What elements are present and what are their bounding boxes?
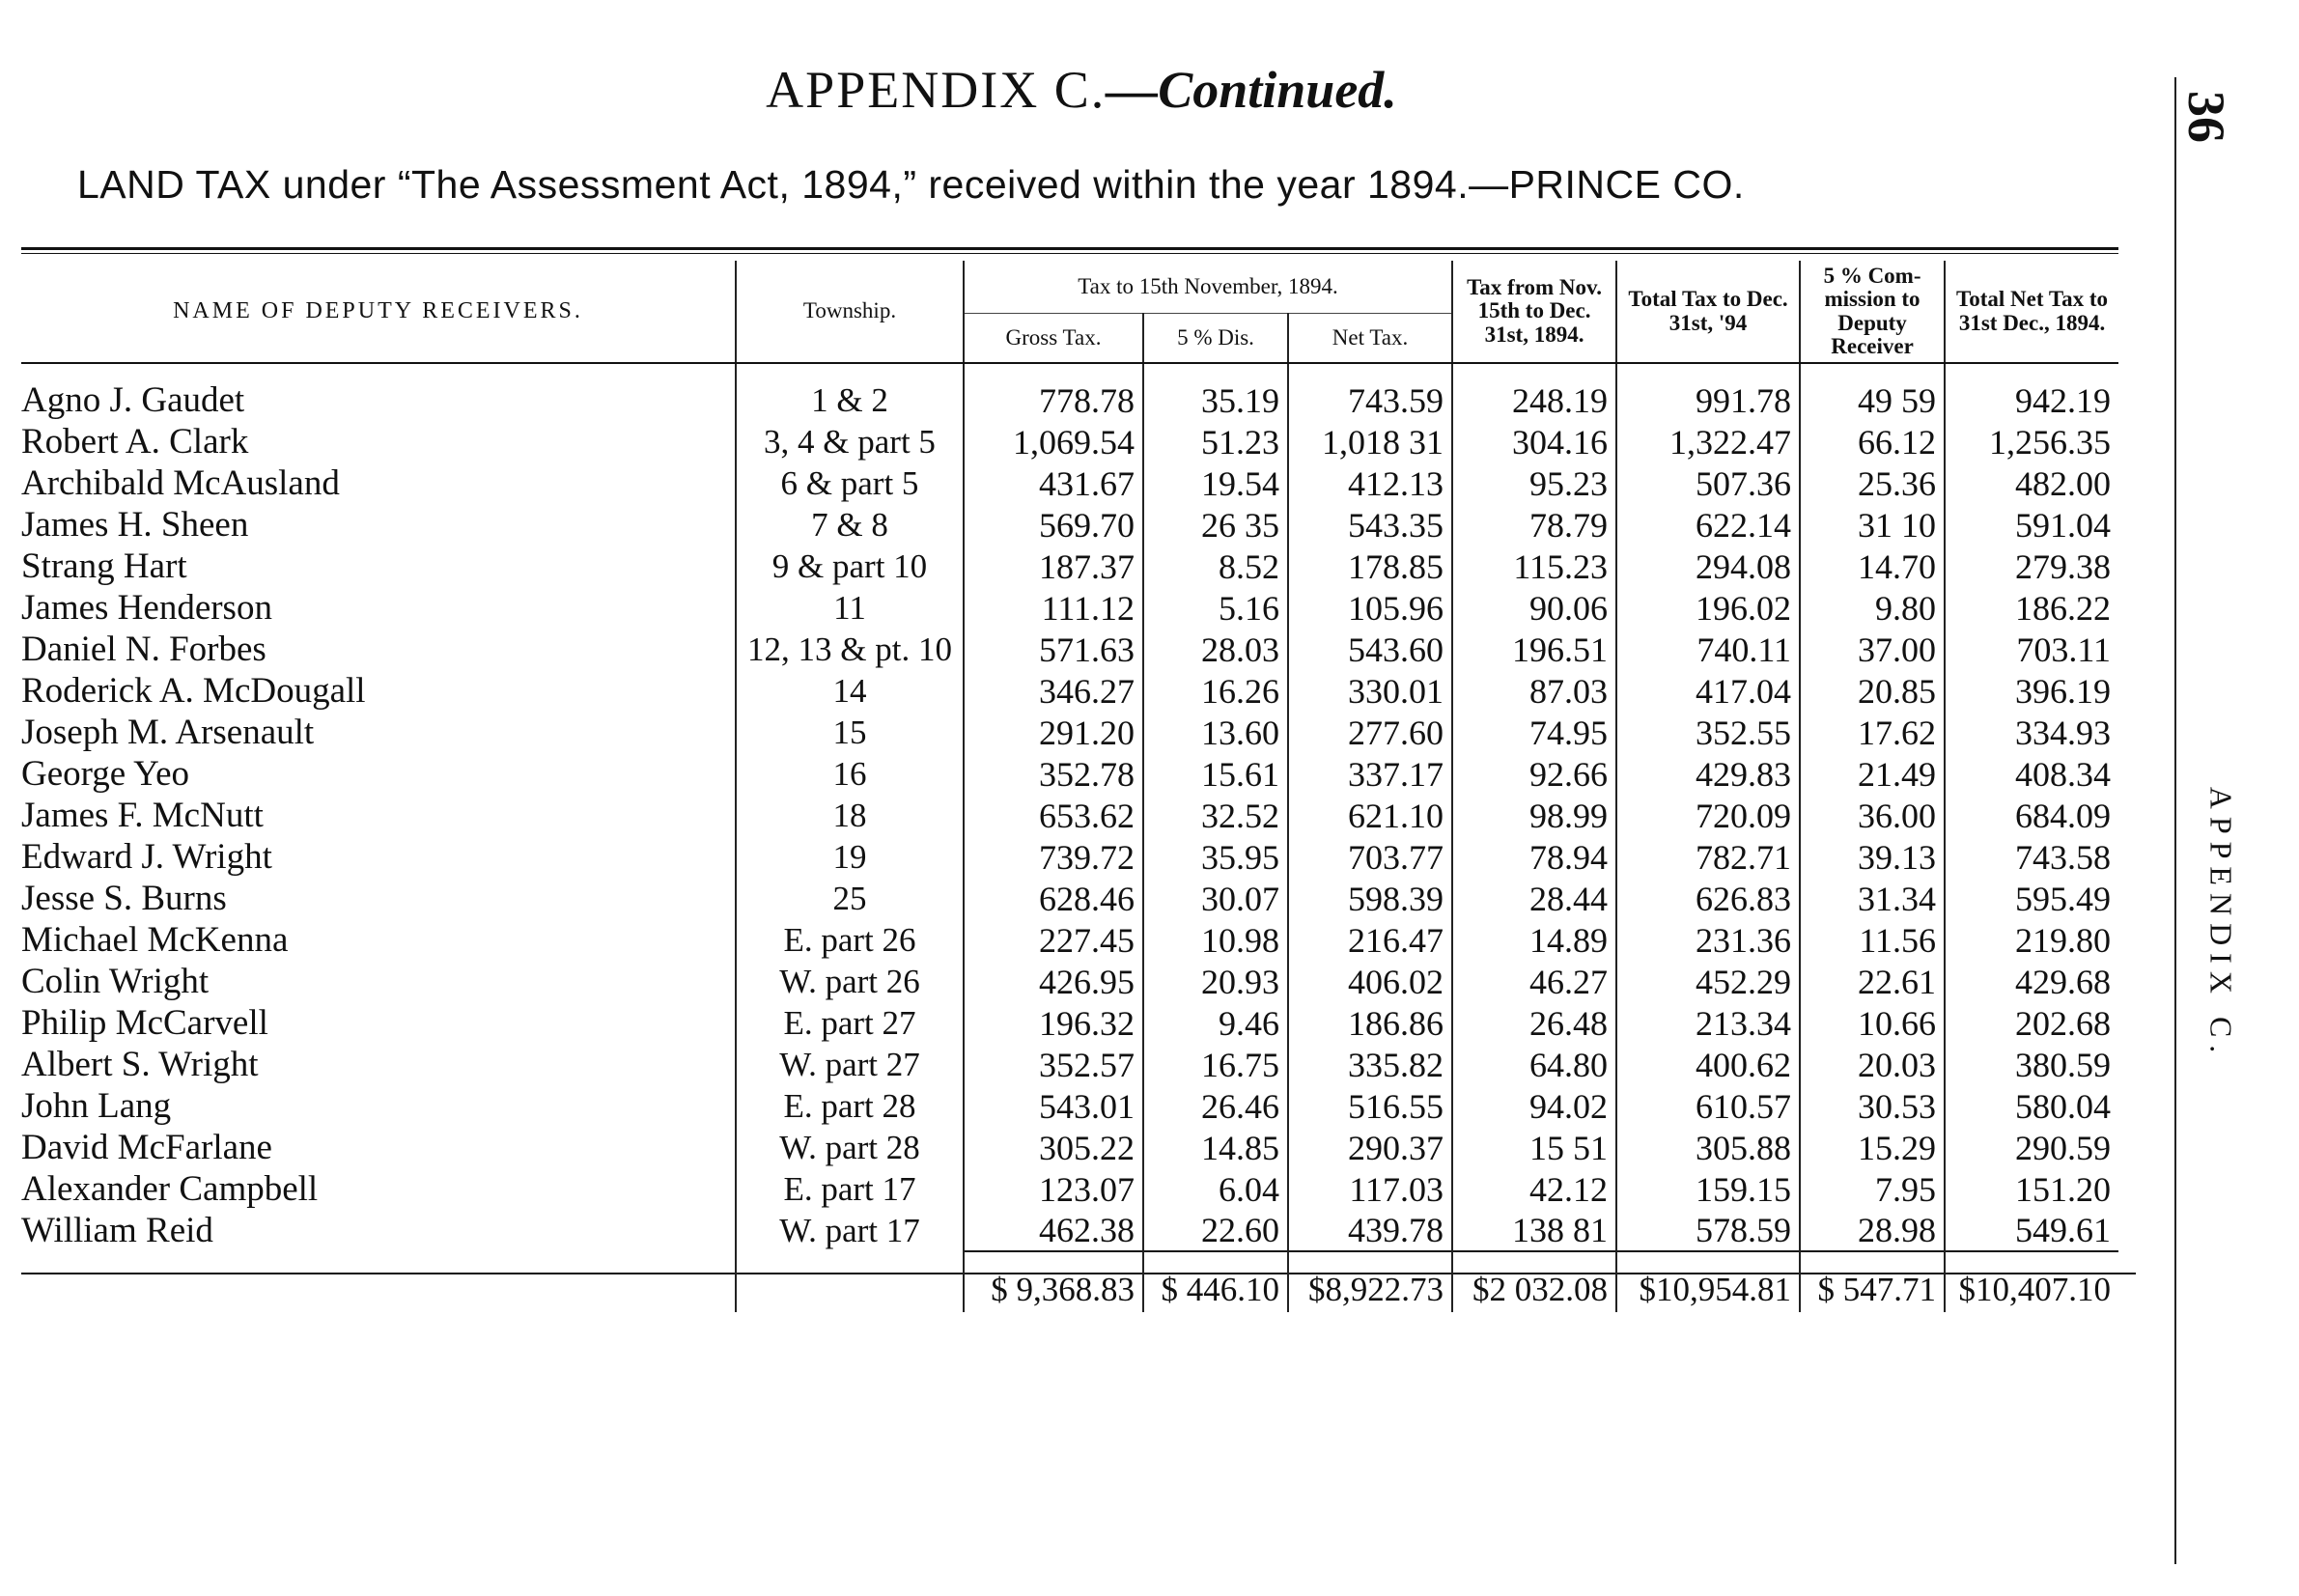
cell-name: Archibald McAusland [21, 463, 340, 503]
cell-township: E. part 17 [736, 1168, 964, 1210]
cell-gross: 739.72 [964, 836, 1143, 878]
cell-gross: 778.78 [964, 363, 1143, 421]
cell-gross: 352.78 [964, 753, 1143, 795]
cell-total-net: 591.04 [1945, 504, 2118, 546]
cell-gross: 653.62 [964, 795, 1143, 836]
totals-row [21, 1251, 2118, 1312]
cell-total-net: 396.19 [1945, 670, 2118, 712]
cell-total: 622.14 [1616, 504, 1800, 546]
table-row [21, 462, 2118, 504]
cell-township: 11 [736, 587, 964, 629]
table-row [21, 1002, 2118, 1044]
total-from-nov: $2 032.08 [1452, 1251, 1616, 1312]
cell-total-net: 202.68 [1945, 1002, 2118, 1044]
cell-net: 543.35 [1288, 504, 1452, 546]
cell-dis: 6.04 [1143, 1168, 1288, 1210]
total-net: $8,922.73 [1288, 1251, 1452, 1312]
table-row [21, 1127, 2118, 1168]
total-dis: $ 446.10 [1143, 1251, 1288, 1312]
cell-total-net: 429.68 [1945, 961, 2118, 1002]
cell-net: 178.85 [1288, 546, 1452, 587]
cell-gross: 227.45 [964, 919, 1143, 961]
side-label: APPENDIX C. [2203, 786, 2239, 1061]
table-subtitle: LAND TAX under “The Assessment Act, 1894,” received within the year 1894.—PRINCE CO. [77, 162, 1745, 207]
cell-dis: 30.07 [1143, 878, 1288, 919]
cell-gross: 462.38 [964, 1210, 1143, 1251]
cell-gross: 196.32 [964, 1002, 1143, 1044]
table-row [21, 629, 2118, 670]
cell-net: 543.60 [1288, 629, 1452, 670]
cell-commission: 25.36 [1800, 462, 1945, 504]
cell-dis: 22.60 [1143, 1210, 1288, 1251]
cell-gross: 569.70 [964, 504, 1143, 546]
cell-from-nov: 196.51 [1452, 629, 1616, 670]
cell-township: 1 & 2 [736, 363, 964, 421]
cell-township: E. part 28 [736, 1085, 964, 1127]
cell-total-net: 482.00 [1945, 462, 2118, 504]
cell-dis: 15.61 [1143, 753, 1288, 795]
cell-dis: 26.46 [1143, 1085, 1288, 1127]
cell-commission: 11.56 [1800, 919, 1945, 961]
table-row [21, 1085, 2118, 1127]
cell-total-net: 408.34 [1945, 753, 2118, 795]
cell-net: 406.02 [1288, 961, 1452, 1002]
table-row [21, 795, 2118, 836]
cell-dis: 19.54 [1143, 462, 1288, 504]
cell-township: 15 [736, 712, 964, 753]
cell-net: 439.78 [1288, 1210, 1452, 1251]
cell-total-net: 380.59 [1945, 1044, 2118, 1085]
cell-dis: 9.46 [1143, 1002, 1288, 1044]
cell-commission: 14.70 [1800, 546, 1945, 587]
total-total-net: $10,407.10 [1945, 1251, 2118, 1312]
cell-total: 305.88 [1616, 1127, 1800, 1168]
table-row [21, 546, 2118, 587]
cell-commission: 28.98 [1800, 1210, 1945, 1251]
cell-gross: 628.46 [964, 878, 1143, 919]
cell-commission: 39.13 [1800, 836, 1945, 878]
cell-name: Colin Wright [21, 962, 210, 1001]
cell-gross: 543.01 [964, 1085, 1143, 1127]
cell-dis: 14.85 [1143, 1127, 1288, 1168]
cell-name: Philip McCarvell [21, 1003, 268, 1043]
cell-gross: 291.20 [964, 712, 1143, 753]
cell-total-net: 743.58 [1945, 836, 2118, 878]
cell-dis: 16.26 [1143, 670, 1288, 712]
cell-gross: 352.57 [964, 1044, 1143, 1085]
cell-commission: 22.61 [1800, 961, 1945, 1002]
table-row [21, 587, 2118, 629]
col-total-tax: Total Tax to Dec. 31st, '94 [1616, 261, 1800, 363]
cell-net: 598.39 [1288, 878, 1452, 919]
cell-dis: 10.98 [1143, 919, 1288, 961]
cell-commission: 31.34 [1800, 878, 1945, 919]
col-name: NAME OF DEPUTY RECEIVERS. [21, 261, 736, 363]
cell-name: James Henderson [21, 588, 272, 628]
cell-total: 400.62 [1616, 1044, 1800, 1085]
cell-from-nov: 14.89 [1452, 919, 1616, 961]
cell-net: 703.77 [1288, 836, 1452, 878]
cell-commission: 66.12 [1800, 421, 1945, 462]
cell-net: 277.60 [1288, 712, 1452, 753]
land-tax-table [21, 261, 2118, 1312]
cell-total: 352.55 [1616, 712, 1800, 753]
cell-net: 216.47 [1288, 919, 1452, 961]
cell-net: 412.13 [1288, 462, 1452, 504]
cell-commission: 30.53 [1800, 1085, 1945, 1127]
table-row [21, 836, 2118, 878]
cell-gross: 1,069.54 [964, 421, 1143, 462]
total-commission: $ 547.71 [1800, 1251, 1945, 1312]
cell-name: Roderick A. McDougall [21, 671, 366, 711]
cell-gross: 305.22 [964, 1127, 1143, 1168]
cell-township: 25 [736, 878, 964, 919]
cell-from-nov: 15 51 [1452, 1127, 1616, 1168]
cell-township: E. part 26 [736, 919, 964, 961]
table-row [21, 961, 2118, 1002]
cell-dis: 26 35 [1143, 504, 1288, 546]
margin-line [2174, 77, 2176, 1564]
cell-gross: 571.63 [964, 629, 1143, 670]
cell-dis: 51.23 [1143, 421, 1288, 462]
cell-from-nov: 95.23 [1452, 462, 1616, 504]
top-rule-thin [21, 253, 2118, 254]
cell-total-net: 703.11 [1945, 629, 2118, 670]
cell-net: 621.10 [1288, 795, 1452, 836]
cell-dis: 16.75 [1143, 1044, 1288, 1085]
cell-from-nov: 64.80 [1452, 1044, 1616, 1085]
cell-total-net: 942.19 [1945, 363, 2118, 421]
cell-from-nov: 87.03 [1452, 670, 1616, 712]
cell-total: 507.36 [1616, 462, 1800, 504]
cell-net: 335.82 [1288, 1044, 1452, 1085]
cell-total-net: 580.04 [1945, 1085, 2118, 1127]
cell-from-nov: 92.66 [1452, 753, 1616, 795]
cell-total: 429.83 [1616, 753, 1800, 795]
cell-dis: 28.03 [1143, 629, 1288, 670]
cell-commission: 21.49 [1800, 753, 1945, 795]
table-row [21, 919, 2118, 961]
cell-from-nov: 98.99 [1452, 795, 1616, 836]
cell-from-nov: 26.48 [1452, 1002, 1616, 1044]
cell-net: 1,018 31 [1288, 421, 1452, 462]
cell-commission: 9.80 [1800, 587, 1945, 629]
cell-township: 19 [736, 836, 964, 878]
cell-total-net: 151.20 [1945, 1168, 2118, 1210]
cell-commission: 49 59 [1800, 363, 1945, 421]
cell-total: 626.83 [1616, 878, 1800, 919]
cell-township: 3, 4 & part 5 [736, 421, 964, 462]
cell-name: Strang Hart [21, 546, 187, 586]
total-gross: $ 9,368.83 [964, 1251, 1143, 1312]
top-rule [21, 247, 2118, 250]
cell-gross: 346.27 [964, 670, 1143, 712]
totals-blank-township [736, 1251, 964, 1312]
cell-commission: 20.85 [1800, 670, 1945, 712]
cell-name: David McFarlane [21, 1128, 272, 1167]
total-total: $10,954.81 [1616, 1251, 1800, 1312]
col-township: Township. [736, 261, 964, 363]
cell-dis: 20.93 [1143, 961, 1288, 1002]
table-body [21, 363, 2118, 1251]
cell-name: Michael McKenna [21, 920, 289, 960]
cell-total: 231.36 [1616, 919, 1800, 961]
cell-gross: 426.95 [964, 961, 1143, 1002]
cell-township: W. part 27 [736, 1044, 964, 1085]
cell-dis: 35.95 [1143, 836, 1288, 878]
cell-name: Jesse S. Burns [21, 879, 227, 918]
col-commission: 5 % Com-mission to Deputy Receiver [1800, 261, 1945, 363]
cell-from-nov: 78.94 [1452, 836, 1616, 878]
table-row [21, 1044, 2118, 1085]
cell-commission: 36.00 [1800, 795, 1945, 836]
col-dis: 5 % Dis. [1143, 314, 1288, 364]
continued-label: —Continued. [1106, 61, 1397, 119]
cell-from-nov: 78.79 [1452, 504, 1616, 546]
cell-dis: 5.16 [1143, 587, 1288, 629]
cell-net: 186.86 [1288, 1002, 1452, 1044]
cell-commission: 7.95 [1800, 1168, 1945, 1210]
cell-total-net: 219.80 [1945, 919, 2118, 961]
cell-total-net: 595.49 [1945, 878, 2118, 919]
cell-name: Albert S. Wright [21, 1045, 259, 1084]
cell-total-net: 549.61 [1945, 1210, 2118, 1251]
cell-total-net: 684.09 [1945, 795, 2118, 836]
cell-name: George Yeo [21, 754, 190, 794]
table-row [21, 421, 2118, 462]
cell-commission: 31 10 [1800, 504, 1945, 546]
cell-name: William Reid [21, 1211, 213, 1250]
cell-net: 330.01 [1288, 670, 1452, 712]
table-row [21, 363, 2118, 421]
cell-commission: 10.66 [1800, 1002, 1945, 1044]
col-gross: Gross Tax. [964, 314, 1143, 364]
cell-from-nov: 138 81 [1452, 1210, 1616, 1251]
cell-total: 610.57 [1616, 1085, 1800, 1127]
col-net: Net Tax. [1288, 314, 1452, 364]
cell-from-nov: 28.44 [1452, 878, 1616, 919]
cell-total-net: 279.38 [1945, 546, 2118, 587]
cell-total: 294.08 [1616, 546, 1800, 587]
cell-total: 740.11 [1616, 629, 1800, 670]
cell-township: 16 [736, 753, 964, 795]
cell-total: 991.78 [1616, 363, 1800, 421]
cell-commission: 20.03 [1800, 1044, 1945, 1085]
cell-name: Robert A. Clark [21, 422, 249, 462]
cell-dis: 32.52 [1143, 795, 1288, 836]
cell-township: E. part 27 [736, 1002, 964, 1044]
cell-name: James F. McNutt [21, 796, 264, 835]
table-row [21, 504, 2118, 546]
cell-gross: 111.12 [964, 587, 1143, 629]
cell-total: 782.71 [1616, 836, 1800, 878]
cell-township: W. part 26 [736, 961, 964, 1002]
cell-township: 6 & part 5 [736, 462, 964, 504]
cell-net: 105.96 [1288, 587, 1452, 629]
cell-dis: 35.19 [1143, 363, 1288, 421]
cell-from-nov: 42.12 [1452, 1168, 1616, 1210]
cell-from-nov: 94.02 [1452, 1085, 1616, 1127]
cell-township: 9 & part 10 [736, 546, 964, 587]
cell-total: 720.09 [1616, 795, 1800, 836]
cell-total: 452.29 [1616, 961, 1800, 1002]
cell-from-nov: 74.95 [1452, 712, 1616, 753]
cell-name: John Lang [21, 1086, 172, 1126]
cell-total-net: 1,256.35 [1945, 421, 2118, 462]
table-row [21, 753, 2118, 795]
cell-township: 7 & 8 [736, 504, 964, 546]
cell-township: 14 [736, 670, 964, 712]
cell-name: Edward J. Wright [21, 837, 272, 877]
page-number: 36 [2177, 91, 2235, 143]
cell-gross: 187.37 [964, 546, 1143, 587]
cell-total: 196.02 [1616, 587, 1800, 629]
page-heading [0, 60, 2163, 120]
col-group-tax: Tax to 15th November, 1894. [964, 261, 1452, 314]
cell-total: 159.15 [1616, 1168, 1800, 1210]
cell-township: 12, 13 & pt. 10 [736, 629, 964, 670]
cell-name: James H. Sheen [21, 505, 249, 545]
appendix-title: APPENDIX C. [766, 61, 1107, 119]
cell-name: Alexander Campbell [21, 1169, 319, 1209]
cell-from-nov: 115.23 [1452, 546, 1616, 587]
table-row [21, 1210, 2118, 1251]
cell-net: 117.03 [1288, 1168, 1452, 1210]
cell-net: 743.59 [1288, 363, 1452, 421]
table-row [21, 712, 2118, 753]
table-row [21, 878, 2118, 919]
cell-from-nov: 90.06 [1452, 587, 1616, 629]
cell-from-nov: 248.19 [1452, 363, 1616, 421]
cell-commission: 37.00 [1800, 629, 1945, 670]
cell-gross: 431.67 [964, 462, 1143, 504]
cell-net: 516.55 [1288, 1085, 1452, 1127]
col-total-net: Total Net Tax to 31st Dec., 1894. [1945, 261, 2118, 363]
cell-net: 290.37 [1288, 1127, 1452, 1168]
cell-commission: 15.29 [1800, 1127, 1945, 1168]
cell-total-net: 186.22 [1945, 587, 2118, 629]
col-from-nov: Tax from Nov. 15th to Dec. 31st, 1894. [1452, 261, 1616, 363]
cell-from-nov: 46.27 [1452, 961, 1616, 1002]
cell-total: 417.04 [1616, 670, 1800, 712]
cell-total: 1,322.47 [1616, 421, 1800, 462]
totals-blank [21, 1251, 736, 1312]
cell-name: Daniel N. Forbes [21, 630, 266, 669]
cell-from-nov: 304.16 [1452, 421, 1616, 462]
cell-net: 337.17 [1288, 753, 1452, 795]
cell-township: 18 [736, 795, 964, 836]
cell-total-net: 290.59 [1945, 1127, 2118, 1168]
cell-dis: 13.60 [1143, 712, 1288, 753]
table-row [21, 670, 2118, 712]
cell-name: Agno J. Gaudet [21, 380, 245, 420]
table-row [21, 1168, 2118, 1210]
cell-total-net: 334.93 [1945, 712, 2118, 753]
cell-name: Joseph M. Arsenault [21, 713, 315, 752]
cell-gross: 123.07 [964, 1168, 1143, 1210]
cell-township: W. part 28 [736, 1127, 964, 1168]
cell-commission: 17.62 [1800, 712, 1945, 753]
cell-total: 578.59 [1616, 1210, 1800, 1251]
cell-dis: 8.52 [1143, 546, 1288, 587]
cell-township: W. part 17 [736, 1210, 964, 1251]
cell-total: 213.34 [1616, 1002, 1800, 1044]
